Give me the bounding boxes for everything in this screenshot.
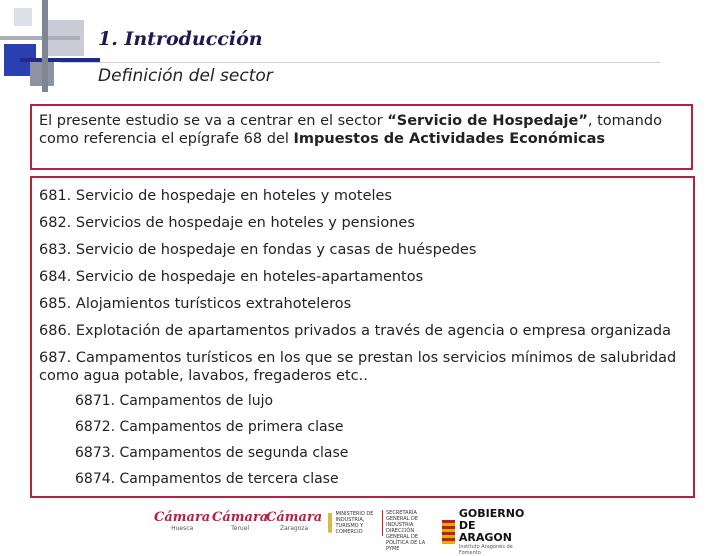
list-item: 685. Alojamientos turísticos extrahoteleros [39,296,352,312]
gobierno-sub: Instituto Aragonés de Fomento [458,544,513,556]
camara-city: Zaragoza [279,525,309,532]
decor-bar [42,0,48,92]
list-item: 686. Explotación de apartamentos privados a través de agencia o empresa organizada [39,323,672,339]
camara-huesca-logo [154,510,210,532]
coat-of-arms-icon [328,513,332,533]
list-item: 687. Campamentos turísticos en los que se prestan los servicios mínimos de salubridad como agua potable, lavabos, fregaderos etc.. [39,350,677,384]
decor-square [14,8,32,26]
ministerio-text: MINISTERIO DE INDUSTRIA, TURISMO Y COMERCIO [335,511,374,535]
list-item: 683. Servicio de hospedaje en fondas y casas de huéspedes [39,242,477,258]
list-item: 681. Servicio de hospedaje en hoteles y moteles [39,188,392,204]
camara-zaragoza-logo [266,510,322,532]
gobierno-line: GOBIERNO [458,507,525,520]
camara-city: Huesca [171,525,194,532]
camara-logo-text: Cámara [266,510,323,525]
intro-box [30,104,693,170]
gobierno-line: DE ARAGON [458,519,512,544]
ministerio-logo [328,510,376,536]
list-item: 682. Servicios de hospedaje en hoteles y pensiones [39,215,415,231]
gobierno-aragon-logo [442,508,530,556]
intro-highlight: “Servicio de Hospedaje” [387,113,588,129]
intro-text: , tomando como referencia el epígrafe 68 del [39,113,662,147]
intro-highlight: Impuestos de Actividades Económicas [293,131,606,147]
decor-bar [0,36,80,40]
divider [60,62,660,63]
secretaria-text: SECRETARÍA GENERAL DE INDUSTRIA DIRECCIÓN GENERAL DE POLÍTICA DE LA PYME [382,510,436,536]
footer-logos [150,507,530,556]
list-subitem: 6873. Campamentos de segunda clase [75,445,349,461]
camara-city: Teruel [231,525,250,532]
list-subitem: 6874. Campamentos de tercera clase [75,471,339,487]
list-item: 684. Servicio de hospedaje en hoteles-apartamentos [39,269,424,285]
camara-teruel-logo [212,510,268,532]
list-subitem: 6872. Campamentos de primera clase [75,419,344,435]
camara-logo-text: Cámara [154,510,211,525]
page-subtitle: Definición del sector [98,66,273,86]
list-subitem: 6871. Campamentos de lujo [75,393,274,409]
page-title: 1. Introducción [98,28,263,50]
intro-text: El presente estudio se va a centrar en el sector [39,113,388,129]
aragon-flag-icon [442,520,455,544]
epigrafe-list [30,176,695,498]
camara-logo-text: Cámara [212,510,269,525]
gobierno-text [459,508,530,556]
